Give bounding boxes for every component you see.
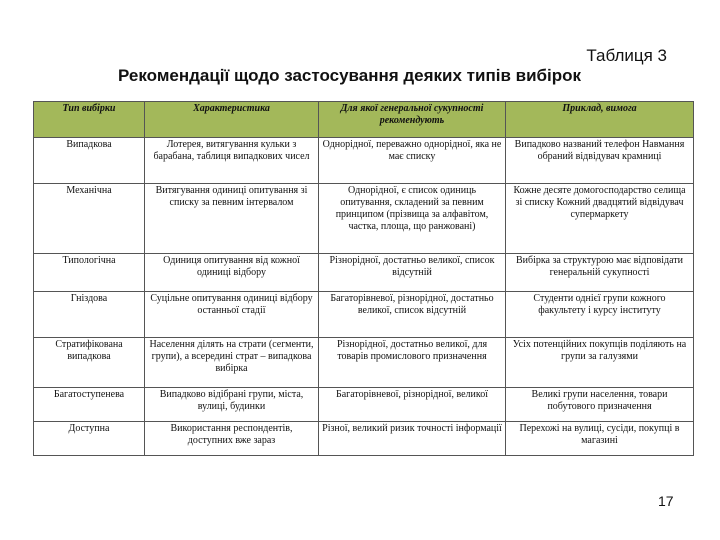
cell-sample-type: Механічна bbox=[34, 184, 145, 254]
cell-population: Однорідної, є список одиниць опитування, складений за певним принципом (прізвища за алфавітом, частка, площа, що ранжовані) bbox=[319, 184, 506, 254]
cell-sample-type: Доступна bbox=[34, 422, 145, 456]
cell-characteristic: Використання респондентів, доступних вже зараз bbox=[145, 422, 319, 456]
cell-population: Багаторівневої, різнорідної, великої bbox=[319, 388, 506, 422]
table-row bbox=[34, 422, 694, 456]
cell-example: Усіх потенційних покупців поділяють на групи за галузями bbox=[506, 338, 694, 388]
recommendations-table bbox=[33, 101, 694, 456]
table-row bbox=[34, 184, 694, 254]
header-sample-type: Тип вибірки bbox=[34, 102, 145, 138]
cell-population: Різнорідної, достатньо великої, список відсутній bbox=[319, 254, 506, 292]
cell-example: Перехожі на вулиці, сусіди, покупці в магазині bbox=[506, 422, 694, 456]
header-characteristic: Характеристика bbox=[145, 102, 319, 138]
table-row bbox=[34, 138, 694, 184]
table-caption: Таблиця 3 bbox=[586, 46, 667, 65]
cell-population: Різнорідної, достатньо великої, для товарів промислового призначення bbox=[319, 338, 506, 388]
cell-population: Багаторівневої, різнорідної, достатньо великої, список відсутній bbox=[319, 292, 506, 338]
cell-example: Кожне десяте домогосподарство селища зі списку Кожний двадцятий відвідувач супермаркету bbox=[506, 184, 694, 254]
table-row bbox=[34, 388, 694, 422]
table-header-row bbox=[34, 102, 694, 138]
header-population: Для якої генеральної сукупності рекомендують bbox=[319, 102, 506, 138]
cell-sample-type: Типологічна bbox=[34, 254, 145, 292]
cell-population: Різної, великий ризик точності інформації bbox=[319, 422, 506, 456]
cell-example: Вибірка за структурою має відповідати генеральній сукупності bbox=[506, 254, 694, 292]
cell-example: Великі групи населення, товари побутового призначення bbox=[506, 388, 694, 422]
table-row bbox=[34, 254, 694, 292]
cell-characteristic: Лотерея, витягування кульки з барабана, таблиця випадкових чисел bbox=[145, 138, 319, 184]
cell-characteristic: Суцільне опитування одиниці відбору останньої стадії bbox=[145, 292, 319, 338]
cell-sample-type: Гніздова bbox=[34, 292, 145, 338]
cell-characteristic: Випадково відібрані групи, міста, вулиці, будинки bbox=[145, 388, 319, 422]
page-title: Рекомендації щодо застосування деяких типів вибірок bbox=[118, 66, 582, 85]
table-row bbox=[34, 292, 694, 338]
table-row bbox=[34, 338, 694, 388]
cell-sample-type: Стратифікована випадкова bbox=[34, 338, 145, 388]
page-number: 17 bbox=[658, 493, 674, 509]
cell-sample-type: Багатоступенева bbox=[34, 388, 145, 422]
cell-sample-type: Випадкова bbox=[34, 138, 145, 184]
cell-characteristic: Витягування одиниці опитування зі списку за певним інтервалом bbox=[145, 184, 319, 254]
cell-characteristic: Населення ділять на страти (сегменти, групи), а всередині страт – випадкова вибірка bbox=[145, 338, 319, 388]
header-example: Приклад, вимога bbox=[506, 102, 694, 138]
cell-population: Однорідної, переважно однорідної, яка не має списку bbox=[319, 138, 506, 184]
cell-example: Випадково названий телефон Навмання обраний відвідувач крамниці bbox=[506, 138, 694, 184]
cell-characteristic: Одиниця опитування від кожної одиниці відбору bbox=[145, 254, 319, 292]
cell-example: Студенти однієї групи кожного факультету і курсу інституту bbox=[506, 292, 694, 338]
